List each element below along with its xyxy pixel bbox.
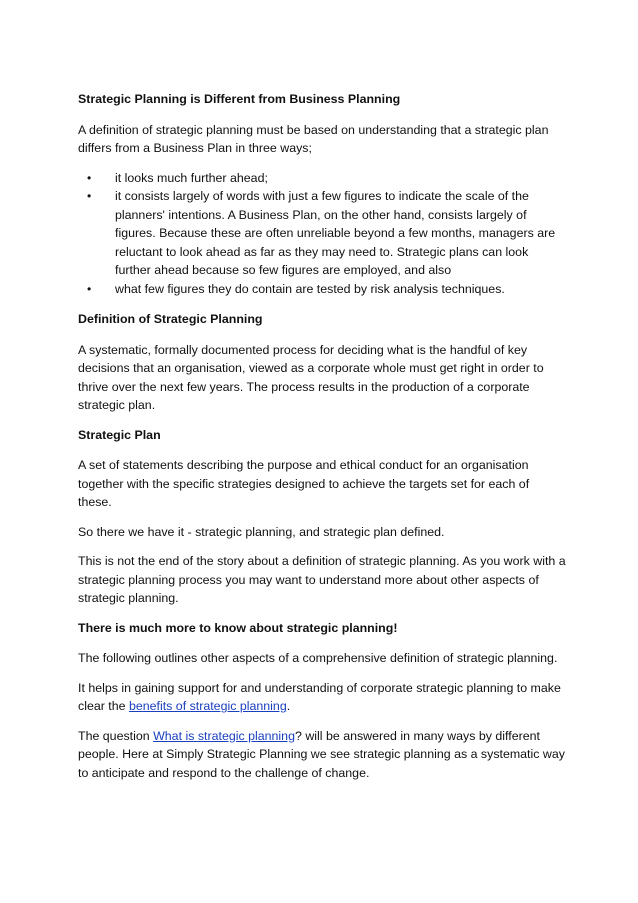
paragraph-outlines: The following outlines other aspects of a comprehensive definition of strategic planning.: [78, 651, 558, 665]
list-item: [78, 187, 566, 280]
paragraph-question-end: ? will be answered in many ways by different people. Here at Simply Strategic Planning we see strategic planning as a systematic way to anticipate and respond to the challenge of change.: [78, 728, 565, 780]
bullet-list-differences: [78, 169, 566, 299]
document-page: [78, 90, 566, 793]
paragraph-strategic-plan: A set of statements describing the purpose and ethical conduct for an organisation together with the specific strategies designed to achieve the targets set for each of these.: [78, 458, 530, 509]
list-item-text: it looks much further ahead;: [115, 170, 268, 185]
paragraph-benefits: [78, 679, 566, 716]
paragraph-definition-intro: A definition of strategic planning must be based on understanding that a strategic plan differs from a Business Plan in three ways;: [78, 122, 549, 155]
list-item: [78, 280, 566, 299]
paragraph-benefits-end: .: [286, 699, 291, 713]
list-item: [78, 169, 566, 188]
bullet-icon: •: [87, 189, 92, 203]
list-item-text: it consists largely of words with just a few figures to indicate the scale of the planners' intentions. A Business Plan, on the other hand, consists largely of figures. Because these are often unreliable beyond a few months, managers are reluctant to look ahead as far as they may need to. Strategic plans can look further ahead because so few figures are employed, and also: [115, 189, 556, 277]
paragraph-benefits-text: It helps in gaining support for and understanding of corporate strategic planning to make clear the: [78, 680, 561, 713]
bullet-icon: •: [87, 281, 92, 296]
bullet-icon: •: [87, 170, 92, 185]
list-item-text: what few figures they do contain are tested by risk analysis techniques.: [115, 281, 505, 296]
benefits-of-strategic-planning-link[interactable]: benefits of strategic planning: [128, 699, 287, 713]
what-is-strategic-planning-link[interactable]: What is strategic planning: [153, 728, 295, 743]
paragraph-summary: So there we have it - strategic planning, and strategic plan defined.: [78, 524, 445, 539]
paragraph-question-text: The question: [78, 728, 154, 743]
heading-definition-of-strategic-planning: Definition of Strategic Planning: [78, 312, 263, 326]
paragraph-question: [78, 727, 566, 783]
heading-strategic-plan: Strategic Plan: [78, 427, 161, 442]
heading-much-more-to-know: There is much more to know about strategic planning!: [78, 620, 398, 635]
paragraph-definition: A systematic, formally documented process for deciding what is the handful of key decisions that an organisation, viewed as a corporate whole must get right in order to thrive over the next few years. The process results in the production of a corporate strategic plan.: [78, 342, 544, 412]
heading-different-from-business-planning: Strategic Planning is Different from Business Planning: [78, 92, 401, 106]
paragraph-not-the-end: This is not the end of the story about a definition of strategic planning. As you work with a strategic planning process you may want to understand more about other aspects of strategic planning.: [78, 554, 566, 605]
